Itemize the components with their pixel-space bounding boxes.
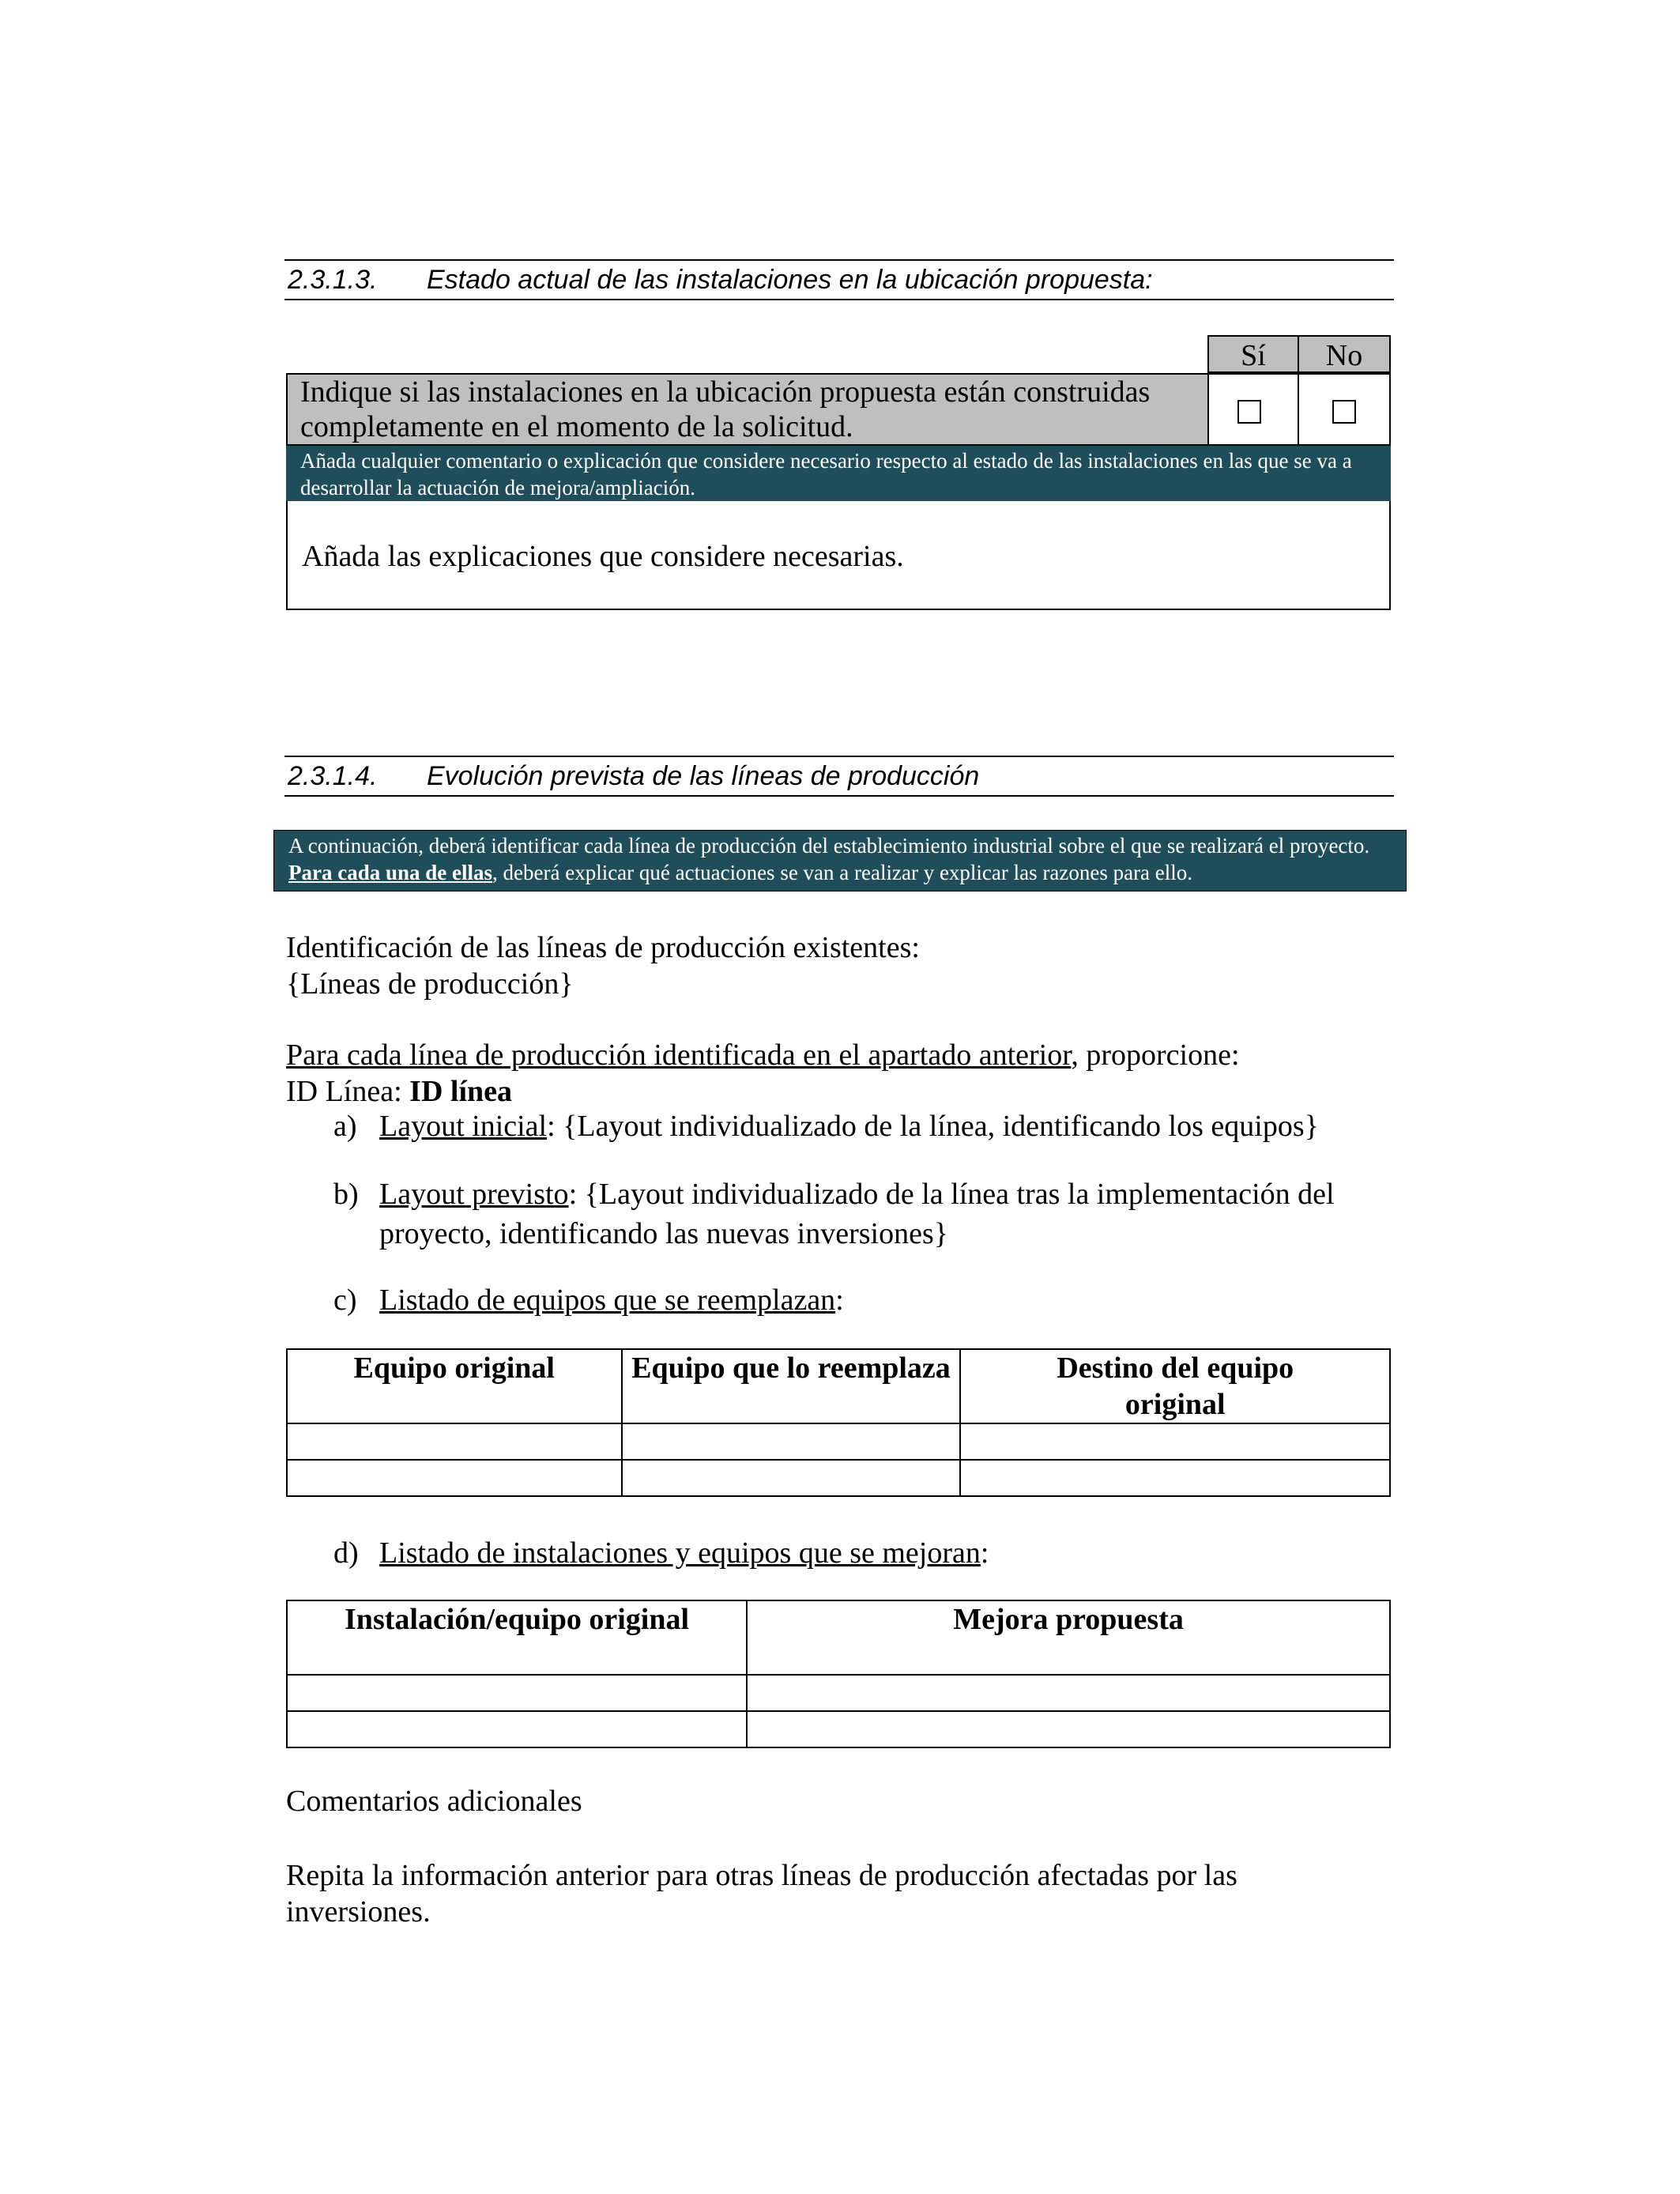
table-cell[interactable]	[747, 1711, 1390, 1747]
comments-textbox[interactable]	[286, 501, 1391, 610]
list-title: Layout previsto	[379, 1178, 569, 1211]
list-label: d)	[333, 1536, 359, 1570]
list-item-c	[333, 1280, 1392, 1320]
section-heading-2-3-1-4	[284, 756, 1394, 797]
no-checkbox[interactable]	[1332, 400, 1356, 424]
improved-equipment-table	[286, 1600, 1391, 1748]
section-title: Estado actual de las instalaciones en la ubicación propuesta:	[427, 265, 1153, 295]
list-text: :	[835, 1284, 844, 1317]
table-cell[interactable]	[622, 1423, 961, 1460]
table-cell[interactable]	[287, 1711, 747, 1747]
table-header: Equipo que lo reemplaza	[622, 1349, 961, 1423]
question-text: Indique si las instalaciones en la ubicación propuesta están construidas completamente en el momento de la solicitud.	[288, 375, 1209, 444]
instruction-emphasis: Para cada una de ellas	[288, 861, 493, 884]
no-column-header: No	[1298, 335, 1391, 373]
comments-placeholder: Añada las explicaciones que considere necesarias.	[302, 540, 904, 573]
table-cell[interactable]	[287, 1460, 622, 1496]
question-row	[286, 373, 1391, 446]
instruction-text: , deberá explicar qué actuaciones se van a realizar y explicar las razones para ello.	[492, 861, 1193, 884]
table-row	[287, 1460, 1390, 1496]
id-label: ID Línea:	[286, 1075, 410, 1108]
list-title: Listado de instalaciones y equipos que se mejoran	[379, 1536, 981, 1570]
replaced-equipment-table	[286, 1348, 1391, 1497]
list-label: b)	[333, 1178, 359, 1211]
table-header: Mejora propuesta	[747, 1600, 1390, 1675]
table-cell[interactable]	[960, 1460, 1390, 1496]
list-item-a	[333, 1106, 1392, 1146]
list-label: c)	[333, 1284, 357, 1317]
instruction-banner: Añada cualquier comentario o explicación que considere necesario respecto al estado de las instalaciones en las que se va a desarrollar la actuación de mejora/ampliación.	[286, 446, 1391, 501]
table-cell[interactable]	[747, 1675, 1390, 1711]
table-cell[interactable]	[287, 1675, 747, 1711]
for-each-line	[286, 1037, 1240, 1073]
table-header: Equipo original	[287, 1349, 622, 1423]
id-line	[286, 1073, 512, 1110]
table-cell[interactable]	[960, 1423, 1390, 1460]
yes-checkbox[interactable]	[1237, 400, 1261, 424]
table-header: Destino del equipo original	[960, 1349, 1390, 1423]
yes-column-header: Sí	[1207, 335, 1299, 373]
additional-comments-label: Comentarios adicionales	[286, 1785, 582, 1818]
instruction-text: A continuación, deberá identificar cada línea de producción del establecimiento industrial sobre el que se realizará el proyecto.	[288, 834, 1370, 858]
for-each-rest: , proporcione:	[1071, 1039, 1240, 1072]
table-row	[287, 1423, 1390, 1460]
table-header: Instalación/equipo original	[287, 1600, 747, 1675]
section-number: 2.3.1.4.	[288, 761, 378, 791]
list-item-b	[333, 1174, 1392, 1253]
list-title: Listado de equipos que se reemplazan	[379, 1284, 836, 1317]
list-label: a)	[333, 1110, 357, 1143]
list-text: : {Layout individualizado de la línea tras la implementación del	[568, 1178, 1335, 1211]
list-text-continued: proyecto, identificando las nuevas inversiones}	[379, 1217, 948, 1250]
identification-label: Identificación de las líneas de producción existentes:	[286, 931, 920, 964]
no-cell	[1299, 375, 1389, 444]
table-cell[interactable]	[622, 1460, 961, 1496]
section-title: Evolución prevista de las líneas de producción	[427, 761, 980, 791]
instruction-banner	[273, 830, 1407, 892]
for-each-underlined: Para cada línea de producción identificada en el apartado anterior	[286, 1039, 1072, 1072]
list-text: :	[980, 1536, 989, 1570]
table-cell[interactable]	[287, 1423, 622, 1460]
yes-cell	[1209, 375, 1299, 444]
table-row	[287, 1711, 1390, 1747]
section-heading-2-3-1-3	[284, 259, 1394, 300]
list-text: : {Layout individualizado de la línea, identificando los equipos}	[547, 1110, 1319, 1143]
list-item-d	[333, 1533, 1392, 1573]
table-row	[287, 1675, 1390, 1711]
repeat-note: Repita la información anterior para otras líneas de producción afectadas por las inversiones.	[286, 1859, 1237, 1928]
section-number: 2.3.1.3.	[288, 265, 378, 295]
id-value: ID línea	[409, 1075, 513, 1108]
identification-value: {Líneas de producción}	[286, 967, 574, 1001]
list-title: Layout inicial	[379, 1110, 548, 1143]
